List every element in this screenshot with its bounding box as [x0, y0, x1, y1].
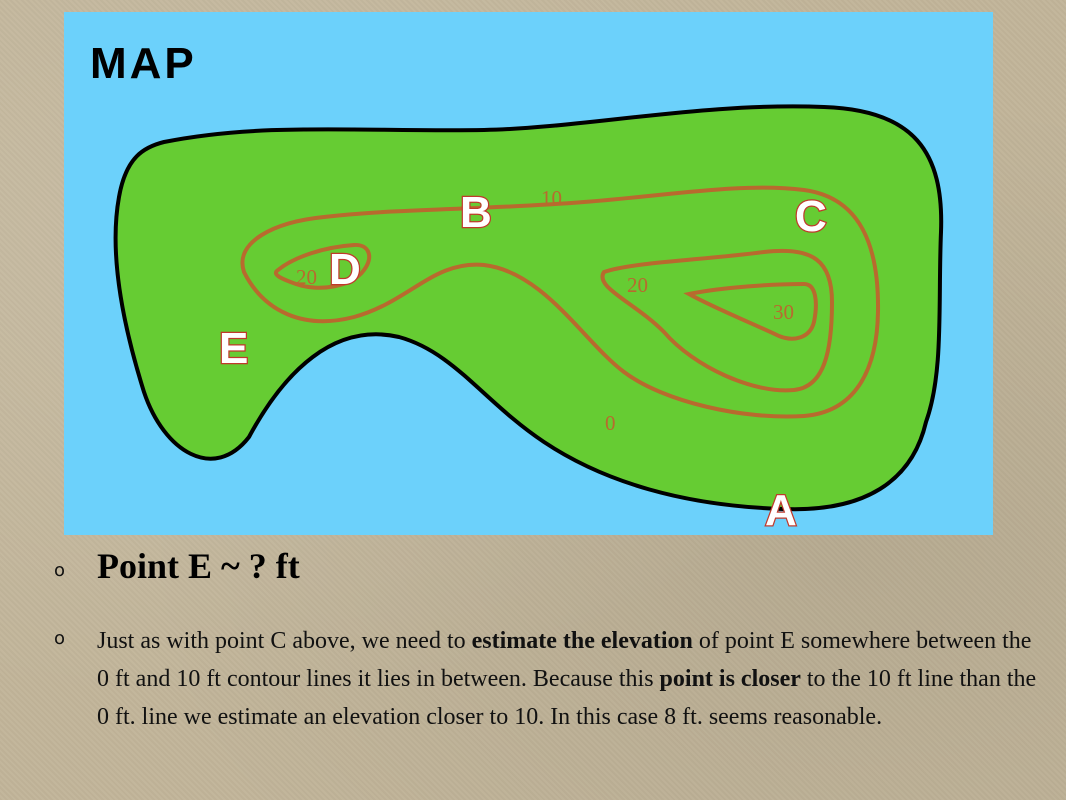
body-text-part: Just as with point C above, we need to: [97, 628, 472, 654]
body-paragraph: [97, 622, 1040, 736]
body-text-part: of point E somewhere between the 0 ft and 10 ft contour lines it lies in between. Because this: [97, 628, 1032, 692]
body-text-emphasis: point is closer: [659, 666, 801, 692]
body-text-emphasis: estimate the elevation: [471, 628, 693, 654]
heading-bullet-row: [40, 540, 1040, 592]
point-label-a: A: [765, 486, 797, 535]
contour-label-0: 0: [605, 411, 616, 435]
slide-text: [40, 540, 1040, 736]
contour-label-30: 30: [773, 300, 794, 324]
body-bullet-row: [40, 622, 1040, 736]
contour-label-20-east: 20: [627, 273, 648, 297]
point-label-d: D: [329, 245, 361, 294]
slide-heading: Point E ~ ? ft: [97, 546, 300, 586]
point-label-c: C: [795, 192, 827, 241]
bullet-icon: o: [54, 560, 66, 581]
bullet-icon: o: [54, 628, 66, 649]
contour-label-20-west: 20: [296, 265, 317, 289]
map-title: MAP: [90, 39, 197, 88]
body-text-part: to the 10 ft line than the 0 ft. line we estimate an elevation closer to 10. In this case 8 ft. seems reasonable.: [97, 666, 1037, 730]
point-label-e: E: [219, 324, 249, 373]
map-canvas: [64, 12, 993, 535]
contour-label-10: 10: [541, 186, 562, 210]
point-label-b: B: [460, 188, 492, 237]
contour-map: [64, 12, 993, 535]
